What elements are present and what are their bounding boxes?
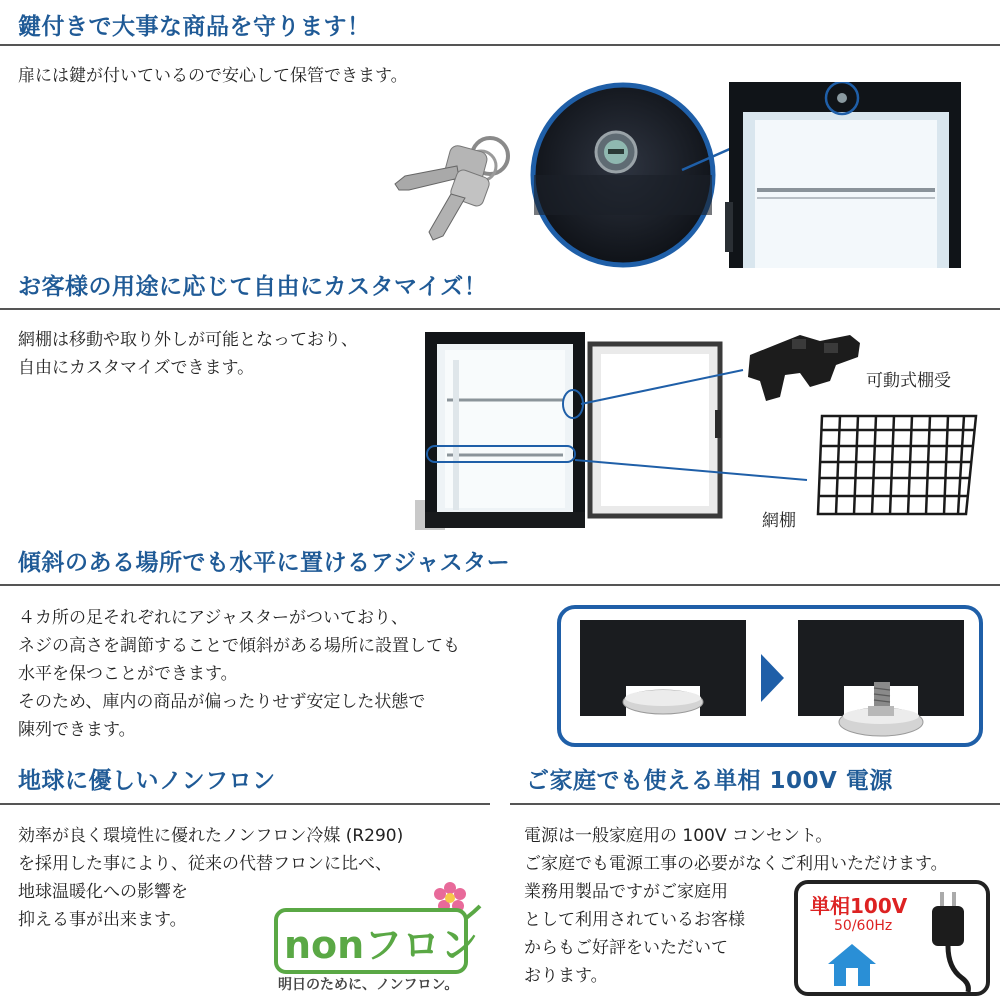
wire-shelf-image — [808, 408, 988, 523]
custom-line-1: 網棚は移動や取り外しが可能となっており、 — [18, 330, 358, 350]
power-badge-title: 単相100V — [810, 894, 908, 918]
power-line-3: 業務用製品ですがご家庭用 — [524, 882, 728, 902]
adjuster-line-2: ネジの高さを調節することで傾斜がある場所に設置しても — [18, 636, 460, 656]
nonfreon-logo-caption: 明日のために、ノンフロン。 — [278, 977, 459, 993]
adjuster-line-1: ４カ所の足それぞれにアジャスターがついており、 — [18, 608, 408, 628]
power-line-1: 電源は一般家庭用の 100V コンセント。 — [524, 826, 833, 846]
power-line-5: からもご好評をいただいて — [524, 938, 728, 958]
keys-image — [385, 128, 525, 248]
cabinet-top-image — [725, 82, 965, 268]
nonfreon-line-3: 地球温暖化への影響を — [18, 882, 188, 902]
custom-line-2: 自由にカスタマイズできます。 — [18, 358, 255, 378]
divider-custom — [0, 308, 1000, 310]
divider-nonfreon — [0, 803, 490, 805]
section-title-power: ご家庭でも使える単相 100V 電源 — [526, 768, 893, 794]
lock-description: 扉には鍵が付いているので安心して保管できます。 — [18, 66, 408, 86]
nonfreon-line-2: を採用した事により、従来の代替フロンに比べ、 — [18, 854, 392, 874]
section-title-lock: 鍵付きで大事な商品を守ります！ — [18, 14, 371, 40]
house-icon — [826, 940, 878, 988]
shelf-label: 網棚 — [762, 511, 796, 531]
nonfreon-logo-text: nonフロン — [284, 923, 479, 967]
section-title-custom: お客様の用途に応じて自由にカスタマイズ！ — [18, 274, 488, 300]
power-line-2: ご家庭でも電源工事の必要がなくご利用いただけます。 — [524, 854, 948, 874]
section-title-nonfreon: 地球に優しいノンフロン — [18, 768, 276, 794]
adjuster-line-5: 陳列できます。 — [18, 720, 136, 740]
power-line-4: として利用されているお客様 — [524, 910, 745, 930]
section-title-adjuster: 傾斜のある場所でも水平に置けるアジャスター — [18, 550, 511, 576]
adjuster-comparison-image — [556, 604, 984, 748]
shelf-bracket-image — [740, 325, 865, 405]
nonfreon-line-4: 抑える事が出来ます。 — [18, 910, 187, 930]
power-plug-icon — [918, 888, 978, 992]
nonfreon-line-1: 効率が良く環境性に優れたノンフロン冷媒 (R290) — [18, 826, 404, 846]
power-line-6: おります。 — [524, 966, 608, 986]
divider-lock — [0, 44, 1000, 46]
power-badge — [794, 880, 990, 996]
adjuster-line-3: 水平を保つことができます。 — [18, 664, 238, 684]
power-badge-hz: 50/60Hz — [834, 918, 893, 934]
adjuster-line-4: そのため、庫内の商品が偏ったりせず安定した状態で — [18, 692, 426, 712]
divider-adjuster — [0, 584, 1000, 586]
divider-power — [510, 803, 1000, 805]
bracket-label: 可動式棚受 — [866, 371, 951, 391]
